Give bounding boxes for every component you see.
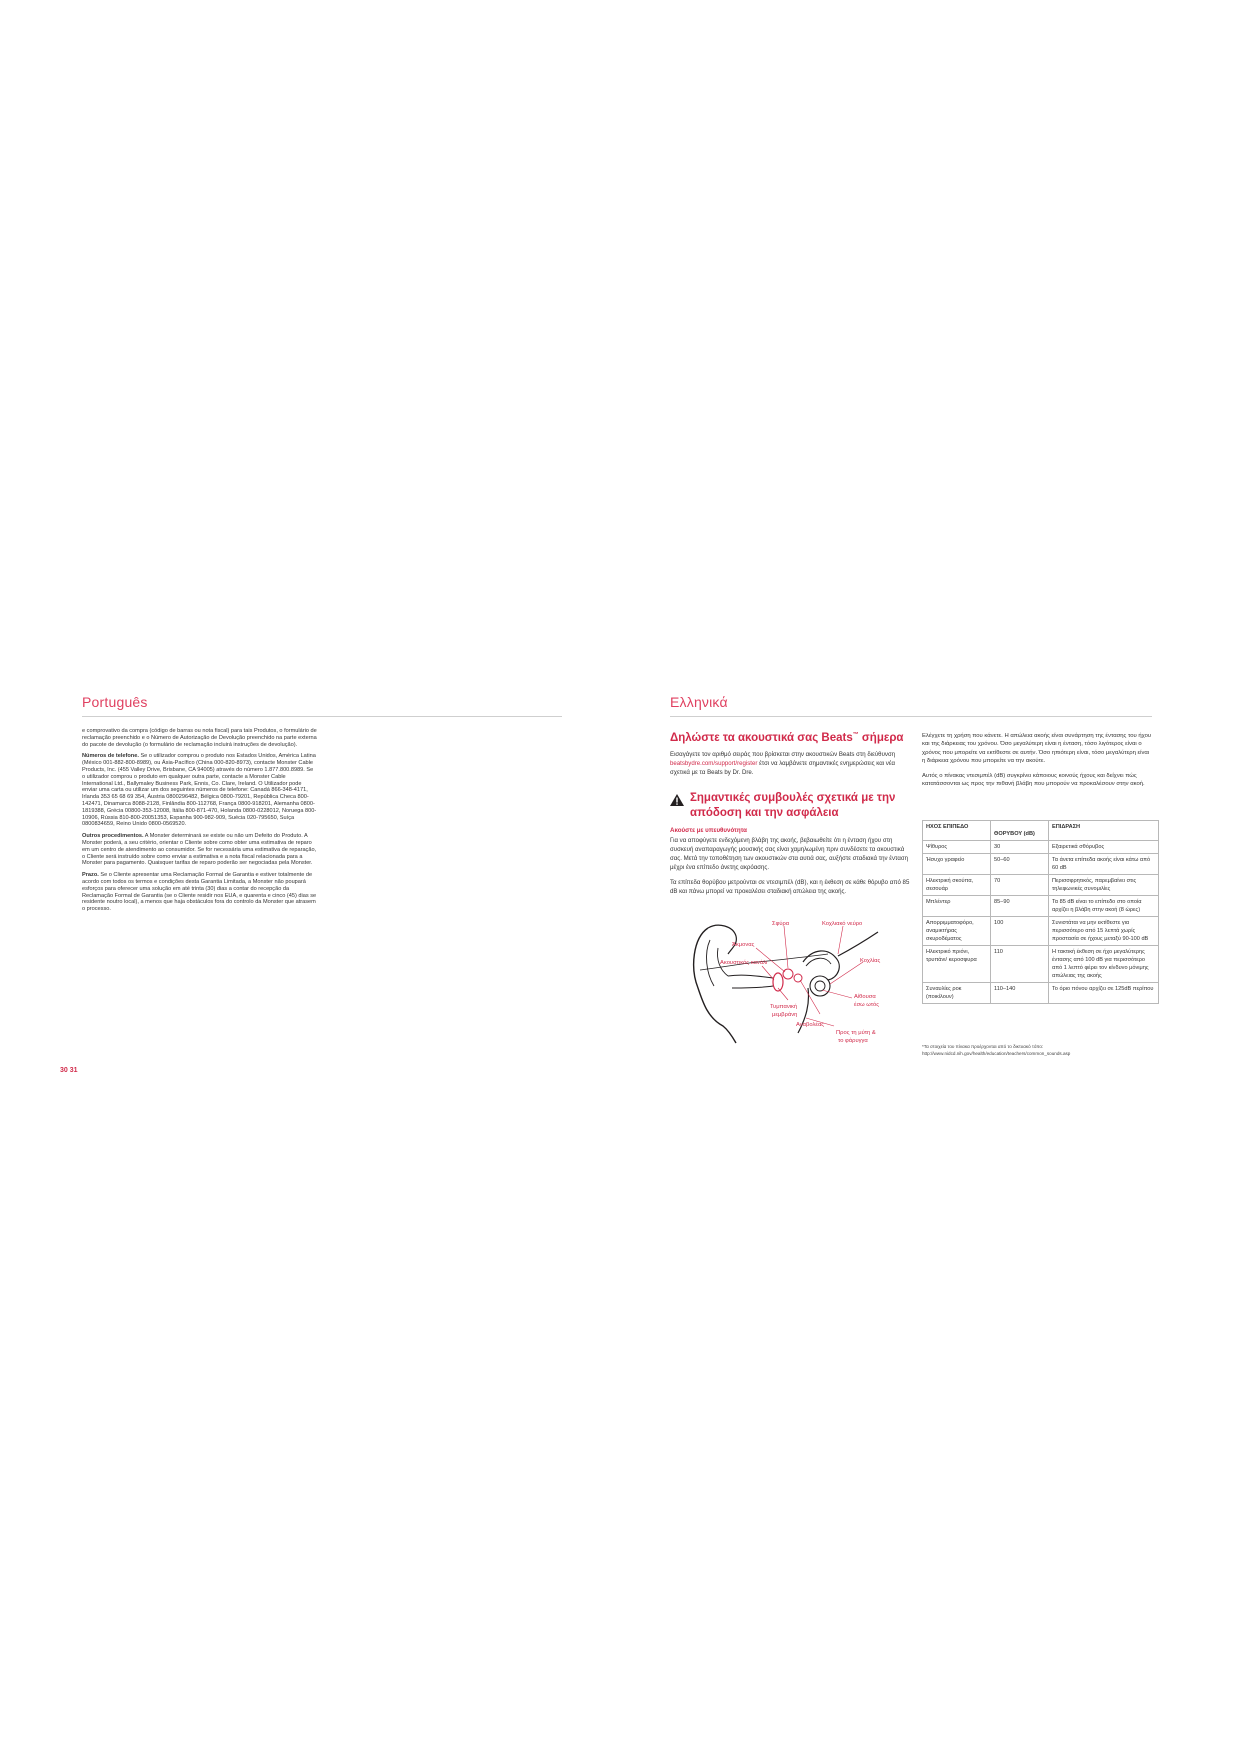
header-effect: ΕΠΙΔΡΑΣΗ (1049, 821, 1159, 841)
table-row: Συναυλίες ροκ (ποικίλουν) 110–140 Το όριο πόνου αρχίζει σε 125dB περίπου (923, 983, 1159, 1004)
paragraph-phone-numbers: Números de telefone. Se o utilizador comprou o produto nos Estados Unidos, América Latina (México 001-882-800-8989), ou Ásia-Pacífico (China 000-820-8973), contacte Monster Cable Products, Inc. (455 Valley Drive, Brisbane, CA 94005) através do número 1.877.800.8989. Se o utilizador comprou o produto em qualquer outra parte, contacte a Monster Cable International Ltd., Ballymaley Business Park, Ennis, Co. Clare, Ireland. O Utilizador pode enviar uma carta ou utilizar um dos seguintes números de telefone: Canadá 866-348-4171, Irlanda 353 65 68 69 354, Áustria 0800296482, Bélgica 0800-79201, República Checa 800-142471, Dinamarca 8088-2128, Finlândia 800-112768, França 0800-918201, Alemanha 0800-1819388, Grécia 00800-353-12008, Itália 800-871-470, Holanda 0800-0228012, Noruega 800-10906, Rússia 810-800-20051353, Espanha 900-982-909, Suécia 020-795650, Suíça 0800834659, Reino Unido 0800-0569520. (82, 753, 317, 828)
outer-ear-shape (694, 928, 736, 1043)
label-ear-canal: Ακουστικός κανάλι (720, 960, 768, 966)
label-to-nose-2: το φάρυγγα (838, 1038, 868, 1044)
header-db: ΘΟΡΥΒΟΥ (dB) (991, 821, 1049, 841)
label-to-nose-1: Προς τη μύτη & (836, 1030, 876, 1036)
label-eardrum-1: Τυμπανική (770, 1004, 798, 1010)
register-text: Εισαγάγετε τον αριθμό σειράς που βρίσκεται στην ακουστικών Beats στη διεύθυνση beatsbydre.com/support/register έτσι να λαμβάνετε σημαντικές ενημερώσεις και νέα σχετικά με τα Beats by Dr. Dre. (670, 751, 896, 776)
safety-paragraph-2: Τα επίπεδα θορύβου μετρούνται σε ντεσιμπέλ (dB), και η έκθεση σε κάθε θόρυβο από 85 dB και πάνω μπορεί να προκαλέσει σταδιακή απώλεια της ακοής. (670, 879, 910, 895)
safety-body (670, 836, 910, 896)
table-row: Μπλέντερ 85–90 Τα 85 dB είναι το επίπεδο στο οποία αρχίζει η βλάβη στην ακοή (8 ώρες) (923, 896, 1159, 917)
paragraph-proof-of-purchase: e comprovativo da compra (código de barras ou nota fiscal) para tais Produtos, o formulário de reclamação preenchido e o Número de Autorização de Devolução preenchido na parte externa do pacote de devolução (o formulário de reclamação incluirá instruções de devolução). (82, 728, 317, 748)
table-row: Ψίθυρος 30 Εξαιρετικά σθόρυβος (923, 841, 1159, 854)
register-link[interactable]: beatsbydre.com/support/register (670, 760, 758, 767)
warning-icon (670, 793, 686, 811)
header-sound: ΗΧΟΣ ΕΠΙΠΕΔΟ (923, 821, 991, 841)
register-heading: Δηλώστε τα ακουστικά σας Beats™ σήμερα (670, 732, 904, 744)
table-row: Ήσυχο γραφείο 50–60 Τα άνετα επίπεδα ακοής είναι κάτω από 60 dB (923, 854, 1159, 875)
table-header-row (923, 821, 1159, 841)
safety-heading-block (670, 791, 910, 821)
lead-phone-numbers: Números de telefone. (82, 753, 139, 760)
left-heading-rule (82, 716, 562, 717)
table-row: Ηλεκτρική σκούπα, σεσουάρ 70 Περισσφρητικός, παρεμβαίνει στις τηλεφωνικές συνομιλίες (923, 875, 1159, 896)
label-cochlea: Κοχλίας (860, 958, 881, 964)
label-cochlear-nerve: Κοχλιακό νεύρο (822, 921, 863, 927)
label-malleus: Σφύρα (772, 921, 790, 927)
lead-term: Prazo. (82, 872, 99, 879)
label-vestibule-1: Αίθουσα (854, 994, 876, 1000)
portuguese-body (82, 728, 317, 918)
table-footnote: *Τα στοιχεία του πίνακα προέρχονται από το δικτυακό τόπο: http://www.nidcd.nih.gov/health/education/teachers/common_sounds.asp (922, 1044, 1071, 1056)
language-heading-portuguese: Português (82, 694, 148, 710)
page-numbers: 30 31 (60, 1067, 78, 1074)
language-heading-greek: Ελληνικά (670, 694, 728, 710)
paragraph-other-procedures: Outros procedimentos. A Monster determinará se existe ou não um Defeito do Produto. A Monster poderá, a seu critério, orientar o Cliente sobre como obter uma estimativa de reparo em um centro de atendimento ao consumidor. Se for necessária uma estimativa de reparação, o Cliente será instruído sobre como enviar a estimativa e a nota fiscal relacionada para a Monster para pagamento. Quaisquer tarifas de reparo poderão ser negociadas pela Monster. (82, 833, 317, 867)
table-row: Ηλεκτρικό πριόνι, τρυπάνι/ κεροσφυρα 110 Η τακτική έκθεση σε ήχο μεγαλύτερης έντασης από 100 dB για περισσότερο από 1 λεπτό φέρει τον κίνδυνο μόνιμης απώλειας της ακοής (923, 946, 1159, 983)
label-stapes: Αναβολέας (796, 1022, 825, 1028)
table-intro-paragraph: Αυτός ο πίνακας ντεσιμπέλ (dB) συγκρίνει κάποιους κοινούς ήχους και δείχνει πώς κατατάσσονται ως προς την πιθανή βλάβη που μπορούν να προκαλέσουν στην ακοή. (922, 772, 1145, 788)
greek-column-2 (922, 732, 1152, 794)
label-eardrum-2: μεμβράνη (772, 1012, 798, 1018)
ear-anatomy-diagram (688, 918, 910, 1048)
listen-responsibly-heading: Ακούστε με υπευθυνότητα (670, 827, 747, 834)
lead-other-procedures: Outros procedimentos. (82, 833, 144, 840)
paragraph-term: Prazo. Se o Cliente apresentar uma Reclamação Formal de Garantia e estiver totalmente de acordo com todos os termos e condições desta Garantia Limitada, a Monster não poupará esforços para oferecer uma solução em até trinta (30) dias a contar do recepção da Reclamação Formal de Garantia (se o Cliente residir nos EUA, e quarenta e cinco (45) dias se residente noutro local), a menos que haja obstáculos fora do controlo da Monster que atrasem o processo. (82, 872, 317, 913)
safety-heading: Σημαντικές συμβουλές σχετικά με την απόδοση και την ασφάλεια (690, 792, 896, 819)
usage-paragraph: Ελέγχετε τη χρήση που κάνετε. Η απώλεια ακοής είναι συνάρτηση της έντασης του ήχου και της διάρκειας του χρόνου. Όσο μεγαλύτερη είναι η ένταση, τόσο λιγότερος είναι ο χρόνος που μπορείτε να εκτίθεστε σε αυτήν. Όσο ηπιότερη είναι, τόσο μεγαλύτερη είναι η διάρκεια χρόνου που μπορείτε να την ακούτε. (922, 733, 1152, 765)
label-incus: Άκμονας (732, 942, 755, 948)
greek-column-1 (670, 732, 910, 902)
label-vestibule-2: έσω ωτός (854, 1002, 880, 1008)
table-row: Απορριμματοφόρο, αναμικτήρας σκυροδέματος 100 Συνιστάται να μην εκτίθεστε για περισσότερο από 15 λεπτά χωρίς προστασία σε ήχους μεταξύ 90-100 dB (923, 917, 1159, 946)
right-heading-rule (670, 716, 1152, 717)
safety-paragraph-1: Για να αποφύγετε ενδεχόμενη βλάβη της ακοής, βεβαιωθείτε ότι η ένταση ήχου στη συσκευή αναπαραγωγής μουσικής σας είναι χαμηλωμένη πριν συνδέσετε τα ακουστικά σας. Μετά την τοποθέτηση των ακουστικών στα αυτιά σας, αυξήστε σταδιακά την ένταση μέχρι ένα επίπεδο άνετης ακρόασης. (670, 837, 909, 871)
decibel-table (922, 820, 1159, 1004)
